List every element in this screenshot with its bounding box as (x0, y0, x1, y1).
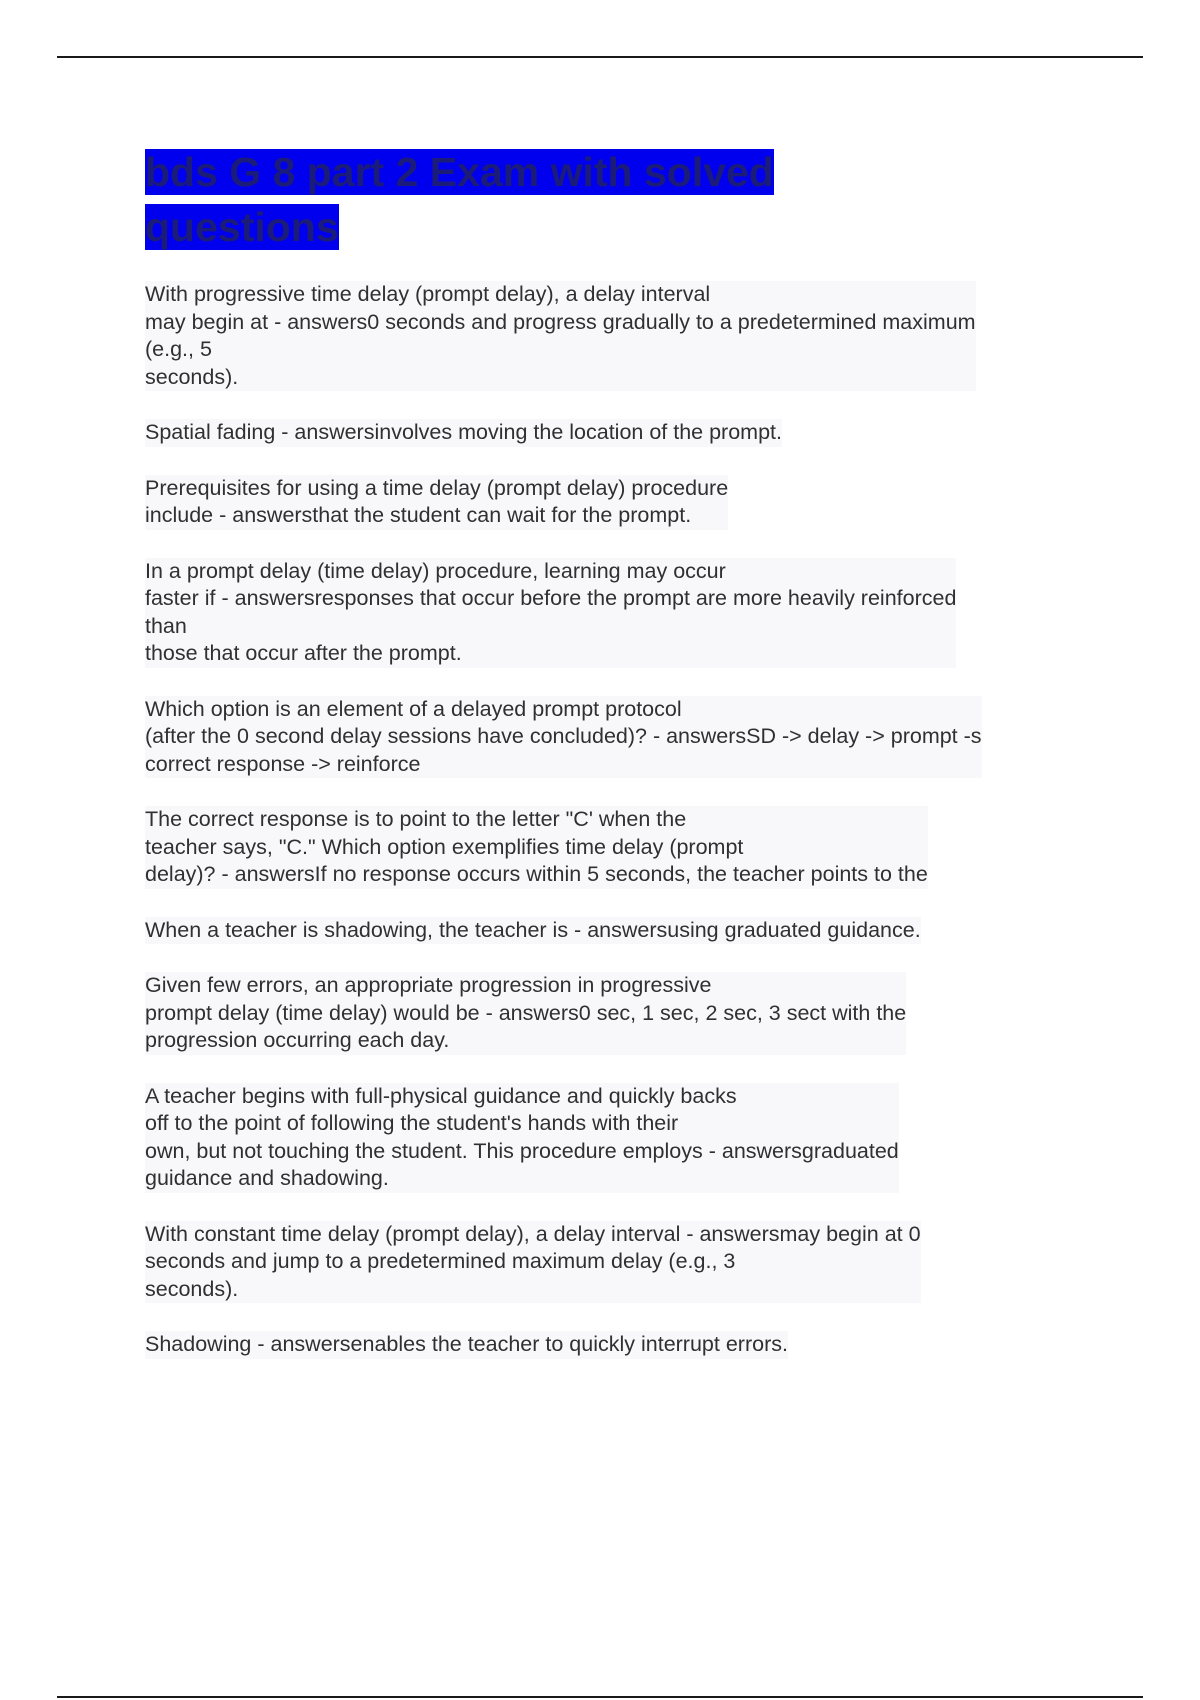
question-text: Prerequisites for using a time delay (prompt delay) procedure include - (145, 475, 729, 527)
top-rule (57, 56, 1143, 58)
answer-text: answers0 sec, 1 sec, 2 sec, 3 sect with the progression occurring each day. (145, 1000, 907, 1052)
answer-text: answersthat the student can wait for the prompt. (232, 503, 692, 527)
question-text: With progressive time delay (prompt delay), a delay interval may begin at - (145, 282, 711, 334)
question-text: When a teacher is shadowing, the teacher is - (145, 917, 588, 942)
question-text: Which option is an element of a delayed prompt protocol (after the 0 second delay sessions have concluded)? - (145, 696, 682, 748)
answer-text: answersgraduated guidance and shadowing. (145, 1138, 899, 1190)
question-text: Spatial fading - (145, 420, 295, 444)
document-body (145, 145, 1085, 1387)
question-text: Given few errors, an appropriate progression in progressive prompt delay (time delay) would be - (145, 973, 712, 1025)
qa-item (145, 1331, 788, 1359)
qa-item (145, 475, 728, 530)
qa-item (145, 972, 906, 1055)
answer-text: answersIf no response occurs within 5 seconds, the teacher points to the (234, 862, 928, 886)
qa-item (145, 806, 928, 889)
answer-text: answersenables the teacher to quickly interrupt errors. (270, 1332, 788, 1356)
qa-item (145, 1083, 899, 1193)
qa-item (145, 1221, 921, 1304)
answer-text: answersmay begin at 0 seconds and jump to a predetermined maximum delay (e.g., 3 seconds). (145, 1221, 921, 1301)
qa-item (145, 917, 921, 945)
answer-text: answersusing graduated guidance. (587, 917, 921, 942)
qa-item (145, 558, 956, 668)
answer-text: answers0 seconds and progress gradually to a predetermined maximum (e.g., 5 seconds). (145, 309, 976, 389)
document-title-text: bds G 8 part 2 Exam with solved questions (145, 149, 774, 250)
question-text: A teacher begins with full-physical guidance and quickly backs off to the point of following the student's hands with their own, but not touching the student. This procedure employs - (145, 1083, 737, 1163)
answer-text: answersinvolves moving the location of the prompt. (294, 420, 782, 444)
question-text: With constant time delay (prompt delay), a delay interval - (145, 1221, 700, 1246)
question-text: In a prompt delay (time delay) procedure, learning may occur faster if - (145, 558, 726, 610)
qa-item (145, 696, 982, 779)
answer-text: answersSD -> delay -> prompt -s correct response -> reinforce (145, 724, 982, 776)
qa-item (145, 281, 976, 391)
question-text: Shadowing - (145, 1332, 271, 1356)
question-text: The correct response is to point to the letter "C' when the teacher says, "C." Which option exemplifies time delay (prompt delay)? - (145, 807, 744, 886)
bottom-rule (57, 1696, 1143, 1698)
answer-text: answersresponses that occur before the prompt are more heavily reinforced than those that occur after the prompt. (145, 586, 957, 665)
document-title (145, 145, 885, 255)
qa-item (145, 419, 782, 447)
